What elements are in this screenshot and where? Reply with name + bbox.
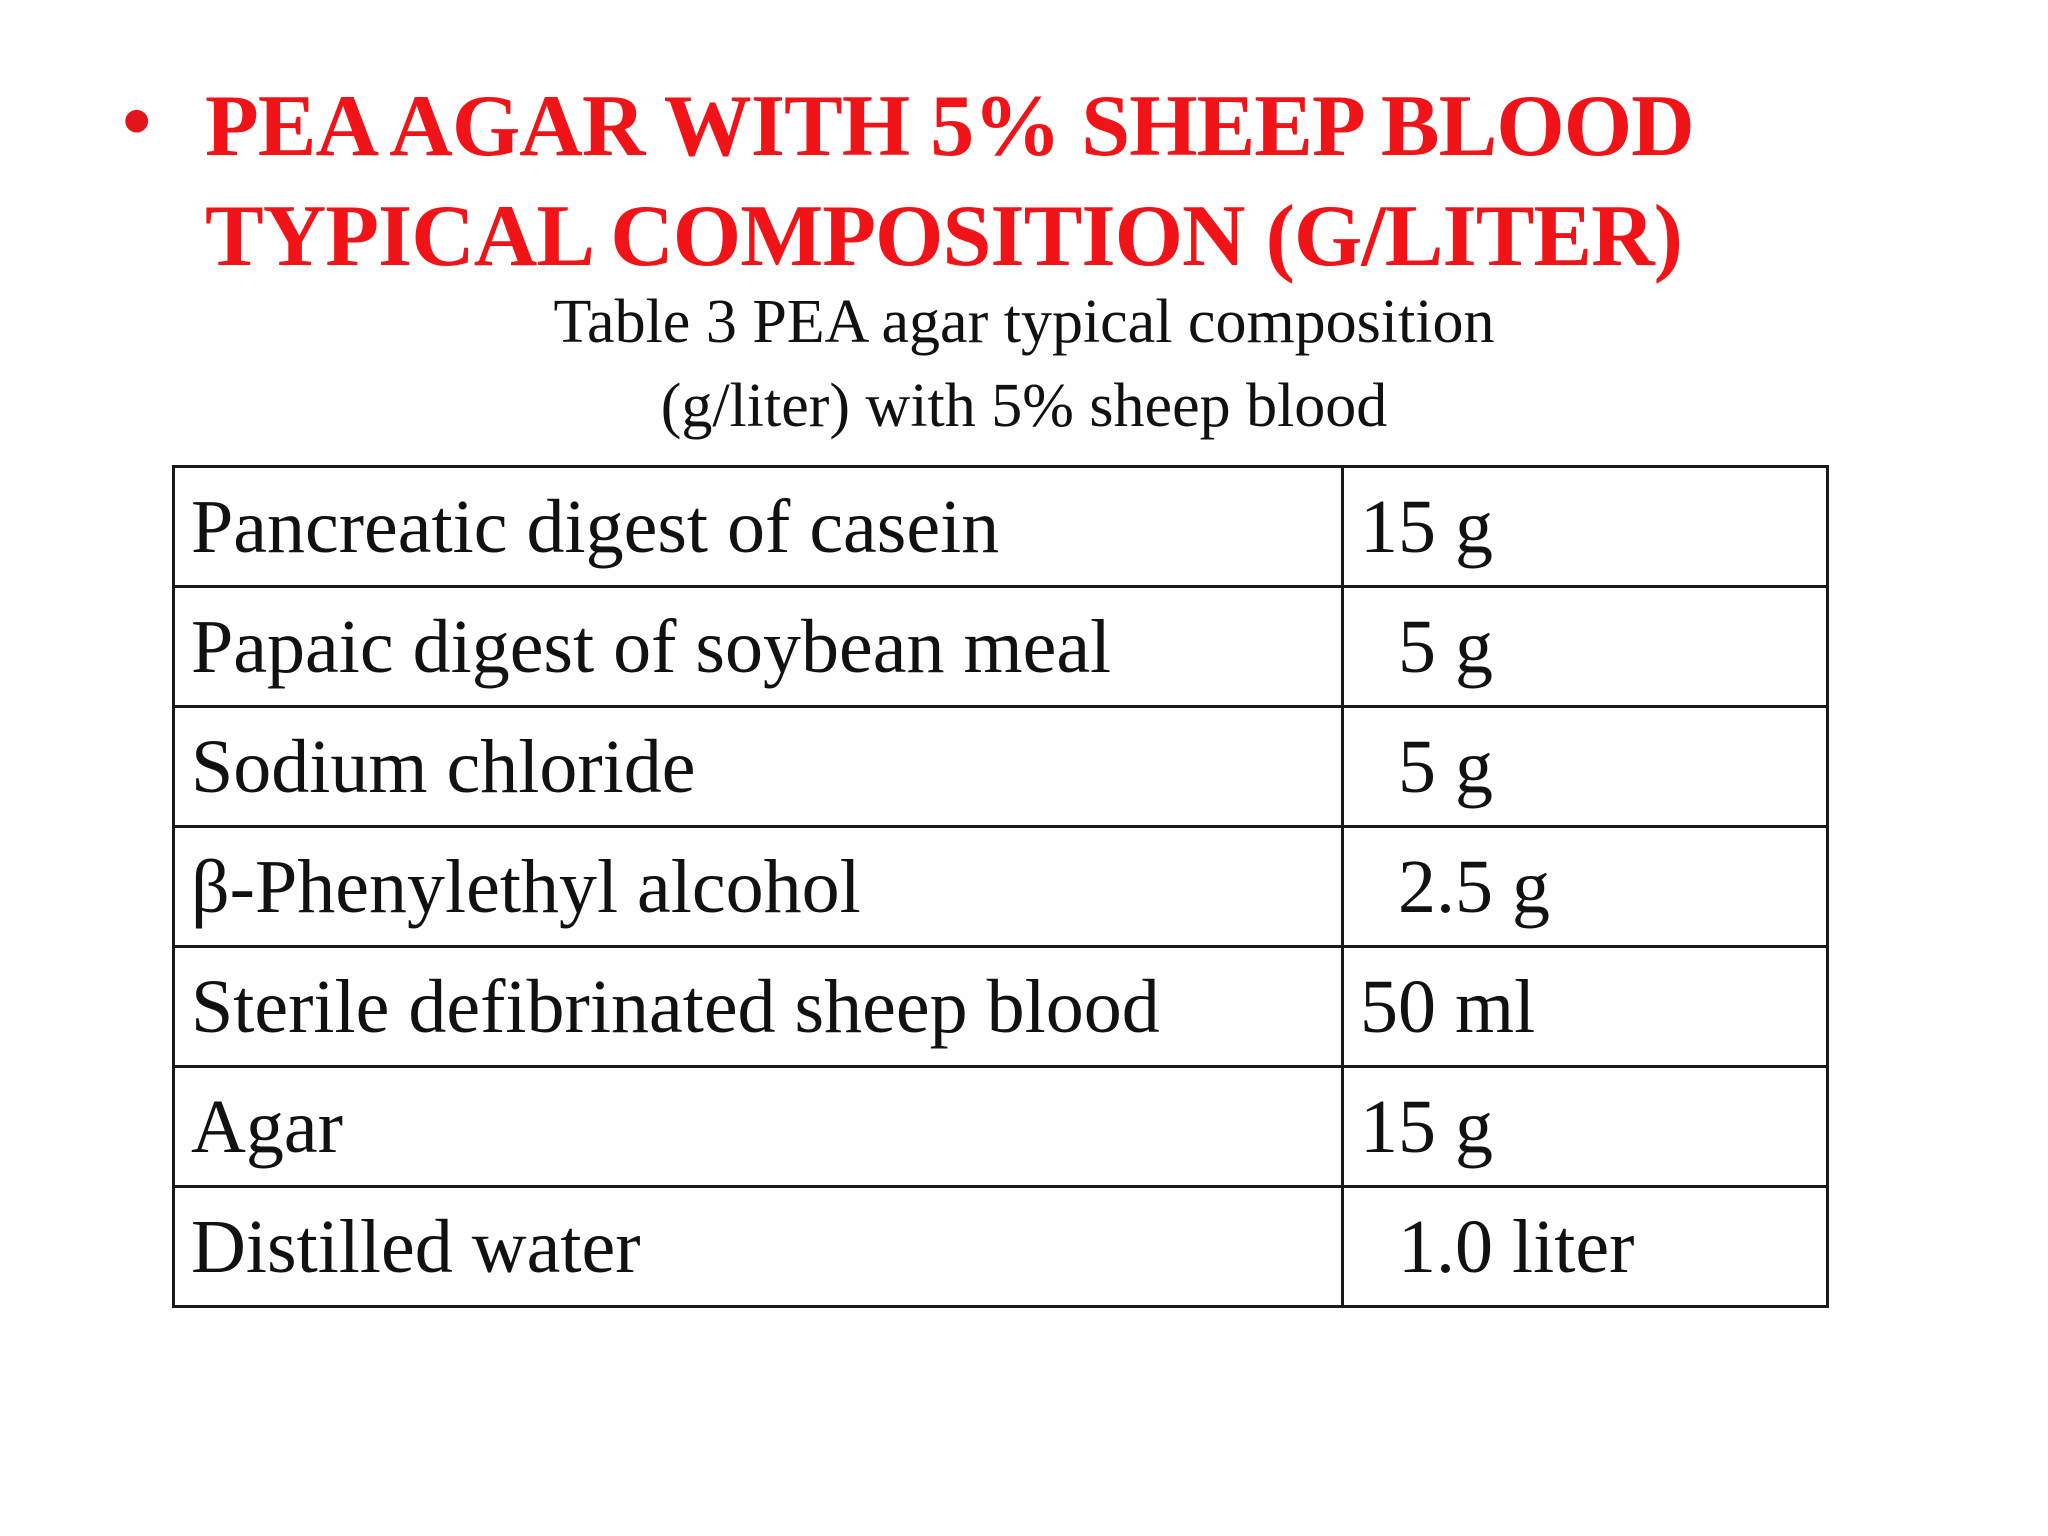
amount-cell: 5 g	[1343, 587, 1828, 707]
amount-cell: 5 g	[1343, 707, 1828, 827]
ingredient-cell: Distilled water	[174, 1187, 1343, 1307]
heading-line-2: TYPICAL COMPOSITION (G/LITER)	[205, 188, 1682, 285]
amount-cell: 2.5 g	[1343, 827, 1828, 947]
table-caption	[0, 280, 2048, 448]
heading-line-1: PEA AGAR WITH 5% SHEEP BLOOD	[205, 78, 1694, 175]
ingredient-cell: β-Phenylethyl alcohol	[174, 827, 1343, 947]
amount-cell: 1.0 liter	[1343, 1187, 1828, 1307]
table-row	[174, 467, 1828, 587]
slide-heading	[205, 72, 1905, 292]
bullet-marker: •	[122, 75, 152, 168]
amount-cell: 50 ml	[1343, 947, 1828, 1067]
caption-line-1: Table 3 PEA agar typical composition	[553, 288, 1495, 356]
composition-table	[172, 465, 1829, 1308]
ingredient-cell: Agar	[174, 1067, 1343, 1187]
ingredient-cell: Pancreatic digest of casein	[174, 467, 1343, 587]
table-row	[174, 587, 1828, 707]
table-row	[174, 707, 1828, 827]
table-row	[174, 947, 1828, 1067]
table-row	[174, 1187, 1828, 1307]
caption-line-2: (g/liter) with 5% sheep blood	[660, 372, 1388, 440]
amount-cell: 15 g	[1343, 467, 1828, 587]
table-row	[174, 827, 1828, 947]
table-row	[174, 1067, 1828, 1187]
amount-cell: 15 g	[1343, 1067, 1828, 1187]
ingredient-cell: Sterile defibrinated sheep blood	[174, 947, 1343, 1067]
ingredient-cell: Papaic digest of soybean meal	[174, 587, 1343, 707]
ingredient-cell: Sodium chloride	[174, 707, 1343, 827]
